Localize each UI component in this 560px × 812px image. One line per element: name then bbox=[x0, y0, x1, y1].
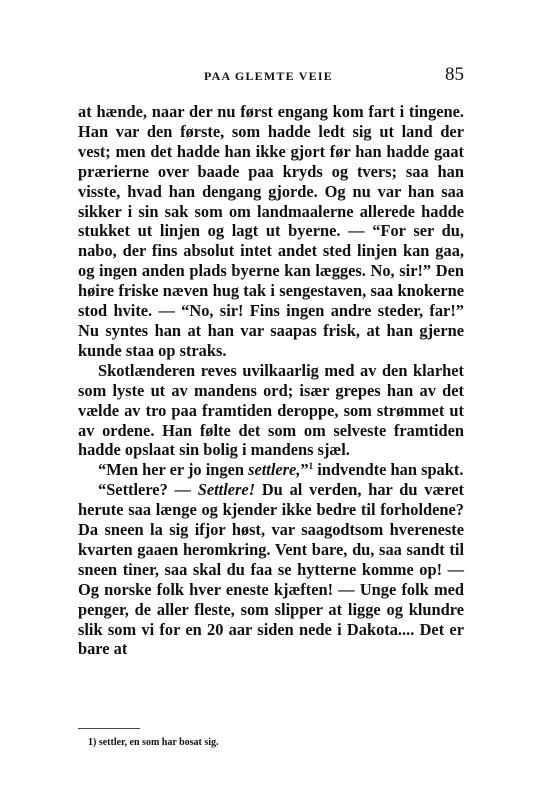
text-run: “Men her er jo ingen bbox=[98, 460, 249, 480]
paragraph bbox=[78, 102, 464, 361]
text-run: Du al verden, har du været herute saa længe og kjender ikke bedre til forholdene? Da sneen la sig ifjor høst, var saagodtsom hvereneste kvarten gaaen heromkring. Vent bare, du, saa sandt til sneen tiner, saa skal du faa se hytterne komme op! — Og norske folk hver eneste kjæften! — Unge folk med penger, de aller fleste, som slipper at ligge og klundre slik som vi for en 20 aar siden nede i Dakota.... Det er bare at bbox=[78, 480, 464, 659]
text-run: ” bbox=[300, 460, 309, 480]
text-run: at hænde, naar der nu først engang kom fart i tingene. Han var den første, som hadde ledt sig ut land der vest; men det hadde han ikke gjort før han hadde gaat prærierne over baade paa kryds og tvers; saa han visste, hvad han dengang gjorde. Og nu var han saa sikker i sin sak som om landmaalerne allerede hadde stukket ut linjen og lagt ut byerne. — “For ser du, nabo, der fins absolut intet andet sted linjen kan gaa, og ingen anden plads byerne kan lægges. No, sir!” Den høire friske næven hug tak i sengestaven, saa knokerne stod hvite. — “No, sir! Fins ingen andre steder, far!” Nu syntes han at han var saapas frisk, at han gjerne kunde staa op straks. bbox=[78, 102, 464, 360]
footnote-rule bbox=[78, 728, 140, 729]
paragraph bbox=[78, 480, 464, 659]
footnote-marker: 1 bbox=[308, 461, 314, 472]
running-title: PAA GLEMTE VEIE bbox=[204, 69, 333, 83]
text-run: indvendte han spakt. bbox=[313, 460, 464, 480]
body-text bbox=[78, 102, 464, 659]
paragraph bbox=[78, 361, 464, 461]
text-run: “Settlere? — bbox=[98, 480, 198, 500]
page-number: 85 bbox=[445, 64, 464, 85]
page-header bbox=[78, 64, 464, 88]
footnote: 1) settler, en som har bosat sig. bbox=[88, 737, 219, 748]
italic-text: settlere, bbox=[248, 460, 301, 480]
paragraph bbox=[78, 460, 464, 480]
italic-text: Settlere! bbox=[197, 480, 256, 500]
text-run: Skotlænderen reves uvilkaarlig med av den klarhet som lyste ut av mandens ord; især grepes han av det vælde av tro paa framtiden deroppe, som strømmet ut av ordene. Han følte det som om selveste framtiden hadde opslaat sin bolig i mandens sjæl. bbox=[78, 360, 464, 460]
